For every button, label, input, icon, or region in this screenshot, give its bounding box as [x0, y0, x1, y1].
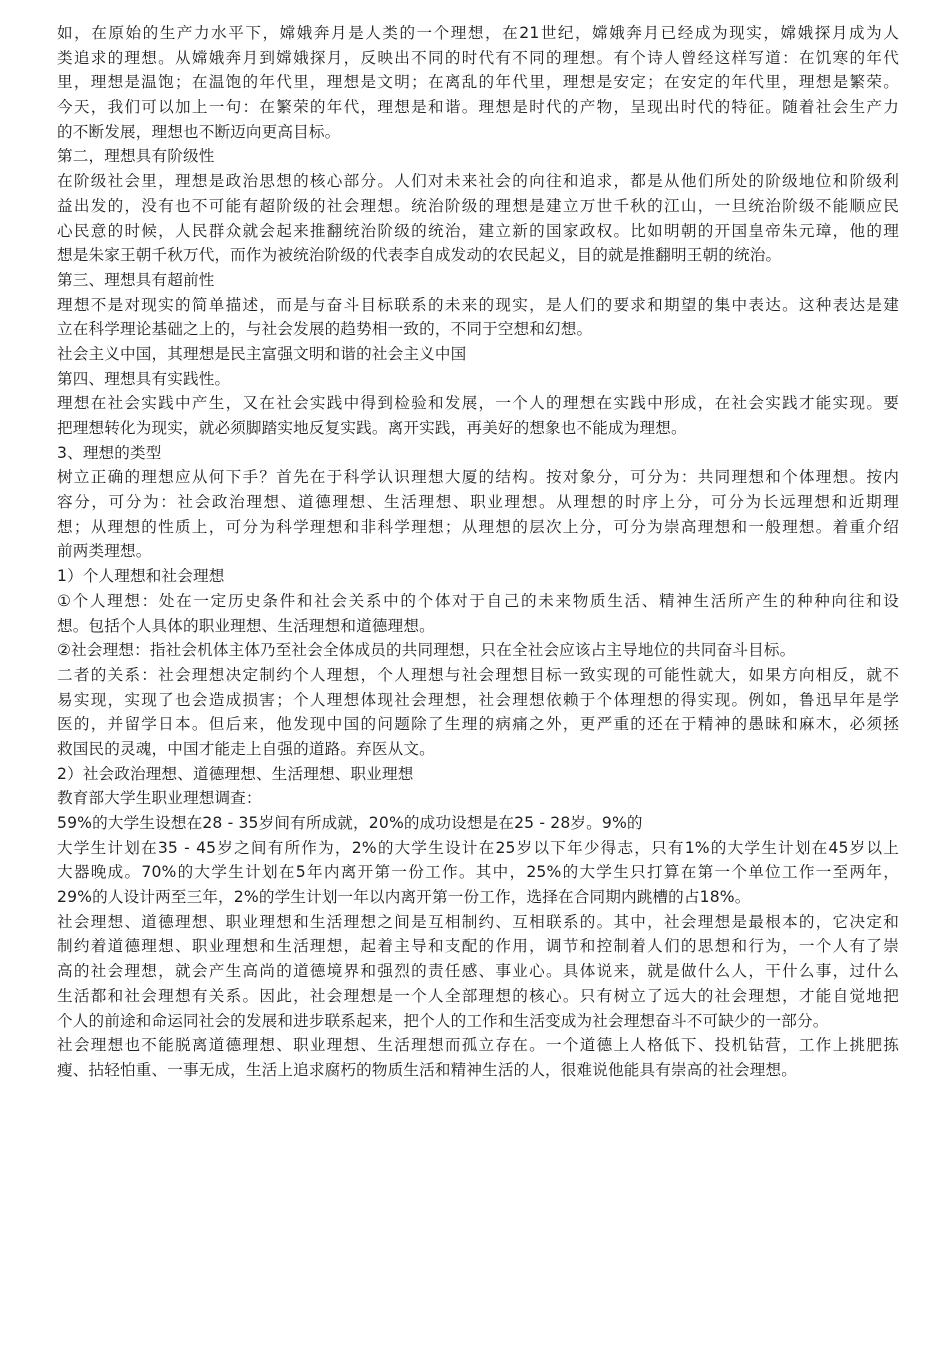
- text-line: 的不断发展，理想也不断迈向更高目标。: [57, 122, 341, 141]
- text-line: 社会主义中国，其理想是民主富强文明和谐的社会主义中国: [57, 344, 467, 363]
- text-line: 把理想转化为现实，就必须脚踏实地反复实践。离开实践，再美好的想象也不能成为理想。: [57, 419, 687, 437]
- document-page: [57, 21, 899, 1083]
- text-line: 第四、理想具有实践性。: [57, 369, 231, 388]
- text-line: 益出发的，没有也不可能有超阶级的社会理想。统治阶级的理想是建立万世千秋的江山，一旦统治阶级不能顺应民: [57, 196, 899, 215]
- text-line: 第三、理想具有超前性: [57, 270, 215, 289]
- text-line: 制约着道德理想、职业理想和生活理想，起着主导和支配的作用，调节和控制着人们的思想和行为，一个人有了崇: [57, 937, 899, 956]
- text-line: 高的社会理想，就会产生高尚的道德境界和强烈的责任感、事业心。具体说来，就是做什么人，干什么事，过什么: [57, 962, 899, 981]
- text-line: ②社会理想：指社会机体主体乃至社会全体成员的共同理想，只在全社会应该占主导地位的共同奋斗目标。: [57, 641, 796, 660]
- text-line: 理想在社会实践中产生，又在社会实践中得到检验和发展，一个人的理想在实践中形成，在社会实践才能实现。要: [57, 394, 899, 413]
- text-line: 类追求的理想。从嫦娥奔月到嫦娥探月，反映出不同的时代有不同的理想。有个诗人曾经这样写道：在饥寒的年代: [57, 48, 899, 67]
- text-line: 易实现，实现了也会造成损害；个人理想体现社会理想，社会理想依赖于个体理想的得实现。例如，鲁迅早年是学: [57, 690, 899, 709]
- text-line: 社会理想也不能脱离道德理想、职业理想、生活理想而孤立存在。一个道德上人格低下、投机钻营，工作上挑肥拣: [57, 1036, 899, 1055]
- text-line: 想是朱家王朝千秋万代，而作为被统治阶级的代表李自成发动的农民起义，目的就是推翻明王朝的统治。: [57, 246, 782, 265]
- text-line: 教育部大学生职业理想调查：: [57, 789, 262, 808]
- text-line: 59%的大学生设想在28 - 35岁间有所成就，20%的成功设想是在25 - 28岁。9%的: [57, 814, 643, 832]
- text-line: 立在科学理论基础之上的，与社会发展的趋势相一致的，不同于空想和幻想。: [57, 320, 593, 339]
- text-line: 想；从理想的性质上，可分为科学理想和非科学理想；从理想的层次上分，可分为崇高理想和一般理想。着重介绍: [57, 517, 899, 536]
- text-line: 29%的人设计两至三年，2%的学生计划一年以内离开第一份工作，选择在合同期内跳槽的占18%。: [57, 888, 751, 907]
- text-line: 树立正确的理想应从何下手？首先在于科学认识理想大厦的结构。按对象分，可分为：共同理想和个体理想。按内: [57, 468, 899, 487]
- text-line: 3、理想的类型: [57, 443, 162, 462]
- text-line: 在阶级社会里，理想是政治思想的核心部分。人们对未来社会的向往和追求，都是从他们所处的阶级地位和阶级利: [57, 172, 899, 191]
- text-line: 瘦、拈轻怕重、一事无成，生活上追求腐朽的物质生活和精神生活的人，很难说他能具有崇高的社会理想。: [57, 1060, 797, 1079]
- text-line: 大器晚成。70%的大学生计划在5年内离开第一份工作。其中，25%的大学生只打算在第一个单位工作一至两年，: [57, 863, 899, 882]
- text-line: 救国民的灵魂，中国才能走上自强的道路。弃医从文。: [57, 739, 435, 758]
- text-line: ①个人理想：处在一定历史条件和社会关系中的个体对于自己的未来物质生活、精神生活所产生的种种向往和设: [57, 591, 899, 610]
- text-line: 里，理想是温饱；在温饱的年代里，理想是文明；在离乱的年代里，理想是安定；在安定的年代里，理想是繁荣。: [57, 73, 899, 92]
- text-line: 社会理想、道德理想、职业理想和生活理想之间是互相制约、互相联系的。其中，社会理想是最根本的，它决定和: [57, 912, 899, 931]
- text-line: 医的，并留学日本。但后来，他发现中国的问题除了生理的病痛之外，更严重的还在于精神的愚昧和麻木，必须拯: [57, 715, 899, 734]
- text-line: 个人的前途和命运同社会的发展和进步联系起来，把个人的工作和生活变成为社会理想奋斗不可缺少的一部分。: [57, 1011, 829, 1030]
- text-line: 第二，理想具有阶级性: [57, 147, 215, 166]
- text-line: 生活都和社会理想有关系。因此，社会理想是一个人全部理想的核心。只有树立了远大的社会理想，才能自觉地把: [57, 986, 899, 1005]
- text-line: 今天，我们可以加上一句：在繁荣的年代，理想是和谐。理想是时代的产物，呈现出时代的特征。随着社会生产力: [57, 98, 899, 117]
- text-line: 1）个人理想和社会理想: [57, 567, 225, 586]
- text-line: 二者的关系：社会理想决定制约个人理想，个人理想与社会理想目标一致实现的可能性就大，如果方向相反，就不: [57, 665, 899, 684]
- text-line: 理想不是对现实的简单描述，而是与奋斗目标联系的未来的现实，是人们的要求和期望的集中表达。这种表达是建: [57, 295, 899, 314]
- text-line: 想。包括个人具体的职业理想、生活理想和道德理想。: [57, 616, 435, 635]
- text-line: 容分，可分为：社会政治理想、道德理想、生活理想、职业理想。从理想的时序上分，可分为长远理想和近期理: [57, 493, 899, 512]
- text-line: 心民意的时候，人民群众就会起来推翻统治阶级的统治，建立新的国家政权。比如明朝的开国皇帝朱元璋，他的理: [57, 221, 899, 240]
- text-line: 前两类理想。: [57, 542, 152, 561]
- text-line: 2）社会政治理想、道德理想、生活理想、职业理想: [57, 764, 414, 783]
- text-line: 如，在原始的生产力水平下，嫦娥奔月是人类的一个理想，在21世纪，嫦娥奔月已经成为现实，嫦娥探月成为人: [57, 24, 899, 42]
- text-line: 大学生计划在35 - 45岁之间有所作为，2%的大学生设计在25岁以下年少得志，只有1%的大学生计划在45岁以上: [57, 838, 899, 857]
